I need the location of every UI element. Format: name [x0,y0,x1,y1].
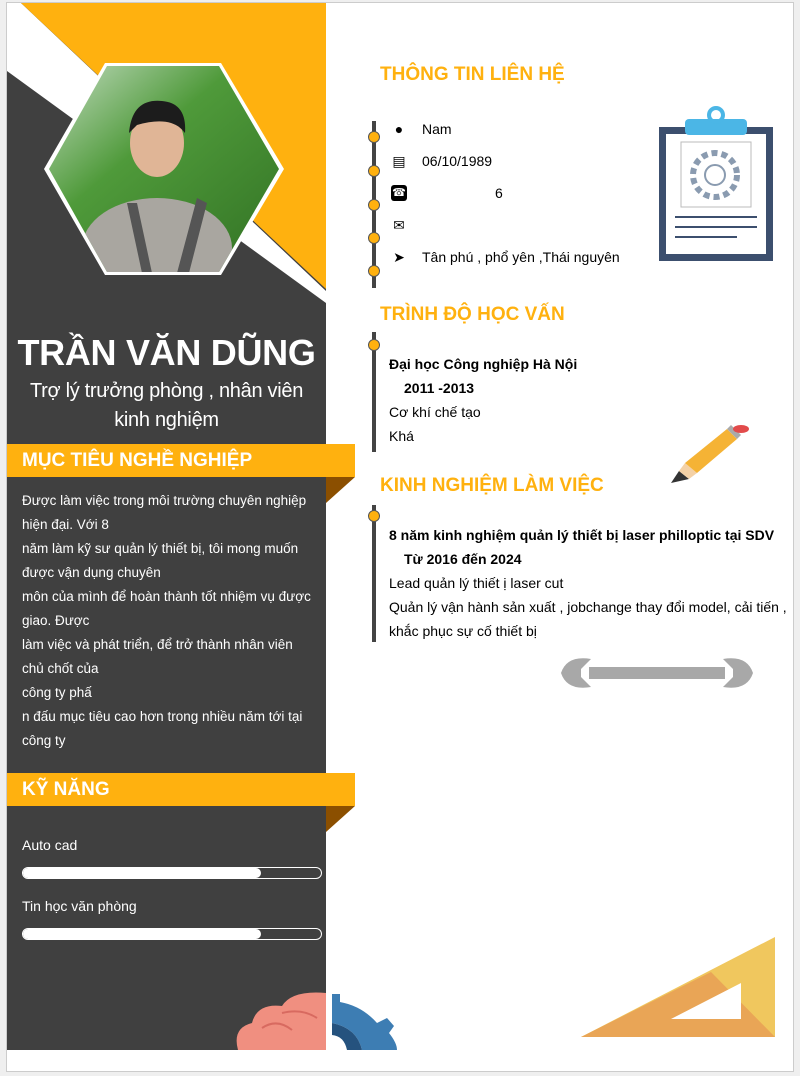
education-years: 2011 -2013 [404,380,475,396]
objective-line: làm việc và phát triển, để trở thành nhân viên [22,637,293,652]
envelope-open-icon: ✉ [393,217,405,233]
objective-line: được vận dụng chuyên [22,565,161,580]
objective-line: giao. Được [22,613,90,628]
candidate-name: TRẦN VĂN DŨNG [17,332,316,373]
objective-line: môn của mình để hoàn thành tốt nhiệm vụ được [22,589,311,604]
user-icon: ● [394,121,404,137]
phone-value: 6 [495,185,503,201]
experience-heading: KINH NGHIỆM LÀM VIỆC [380,475,604,496]
timeline-dot [368,339,380,351]
education-major: Cơ khí chế tạo [389,404,481,420]
education-heading: TRÌNH ĐỘ HỌC VẤN [380,304,565,325]
set-square-illustration [581,937,775,1037]
objective-line: chủ chốt của [22,661,99,676]
header-decoration [7,3,327,303]
title-line: kinh nghiệm [114,409,219,431]
birthday-cake-icon: ▤ [392,153,406,169]
timeline-dot [368,165,380,177]
timeline-dot [368,232,380,244]
job-detail: Quản lý vận hành sản xuất , jobchange thay đổi model, cải tiến , [389,599,787,615]
phone-icon: ☎ [392,187,406,199]
timeline-dot [368,510,380,522]
objective-line: năm làm kỹ sư quản lý thiết bị, tôi mong muốn [22,541,299,556]
contact-heading: THÔNG TIN LIÊN HỆ [380,64,565,85]
banner-fold [326,477,355,503]
education-details [389,352,659,448]
skill-bar-fill [23,868,261,878]
brain-gear-illustration [232,988,422,1050]
objective-line: n đấu mục tiêu cao hơn trong nhiều năm tới tại [22,709,303,724]
objective-text [22,489,321,753]
candidate-title [7,377,326,435]
education-grade: Khá [389,428,414,444]
objective-line: công ty phấ [22,685,92,700]
objective-heading: MỤC TIÊU NGHỀ NGHIỆP [7,444,355,477]
job-period: Từ 2016 đến 2024 [404,551,522,567]
banner-fold [326,806,355,832]
job-detail: Lead quản lý thiết ị laser cut [389,575,564,591]
job-detail: khắc phục sự cố thiết bị [389,623,537,639]
skill-bar-fill [23,929,261,939]
skill-bar [22,867,322,879]
address-value: Tân phú , phổ yên ,Thái nguyên [422,249,620,265]
objective-line: công ty [22,733,66,748]
location-arrow-icon: ➤ [393,249,405,265]
objective-line: Được làm việc trong môi trường chuyên nghiệp [22,493,307,508]
timeline-line [372,505,376,642]
skill-label: Tin học văn phòng [22,898,137,914]
skills-heading: KỸ NĂNG [7,773,355,806]
school-name: Đại học Công nghiệp Hà Nội [389,356,578,372]
birthday-value: 06/10/1989 [422,153,493,169]
job-title: 8 năm kinh nghiệm quản lý thiết bị laser philloptic tại SDV [389,527,775,543]
wrench-illustration [559,655,755,691]
objective-line: hiện đại. Với 8 [22,517,109,532]
title-line: Trợ lý trưởng phòng , nhân viên [29,380,304,402]
skill-bar [22,928,322,940]
gender-value: Nam [422,121,452,137]
experience-details [389,523,793,643]
timeline-dot [368,265,380,277]
pencil-illustration [669,423,751,485]
cv-page [6,2,794,1072]
timeline-dot [368,131,380,143]
timeline-dot [368,199,380,211]
skill-label: Auto cad [22,837,78,853]
clipboard-gear-illustration [657,105,775,263]
